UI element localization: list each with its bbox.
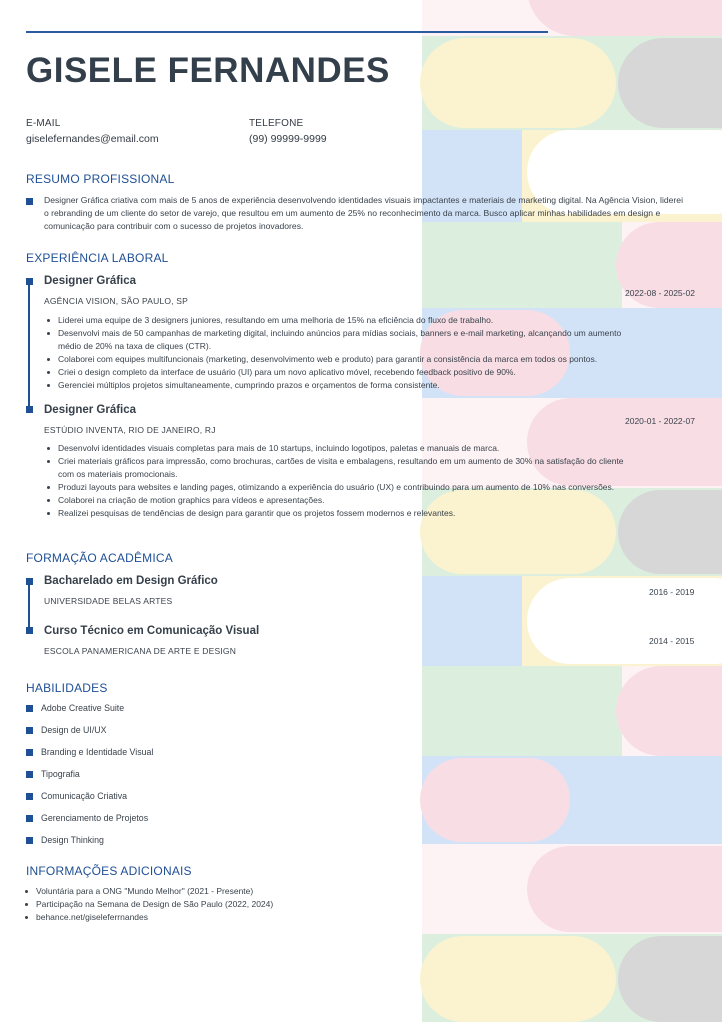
job-company: ESTÚDIO INVENTA, RIO DE JANEIRO, RJ	[44, 425, 216, 435]
job-marker	[26, 278, 33, 285]
additional-list	[22, 885, 382, 924]
list-item: Colaborei com equipes multifuncionais (marketing, desenvolvimento web e produto) para garantir a consistência da marca em todos os pontos.	[44, 353, 634, 366]
phone-label: TELEFONE	[249, 118, 304, 129]
degree-title: Curso Técnico em Comunicação Visual	[44, 625, 260, 637]
skill-marker	[26, 815, 33, 822]
list-item: Realizei pesquisas de tendências de design para garantir que os projetos fossem modernos e relevantes.	[44, 507, 634, 520]
job-company: AGÊNCIA VISION, SÃO PAULO, SP	[44, 296, 189, 306]
skill-item: Design de UI/UX	[41, 725, 107, 735]
skill-item: Adobe Creative Suite	[41, 703, 125, 713]
email-label: E-MAIL	[26, 118, 61, 129]
skill-item: Tipografia	[41, 769, 80, 779]
header-rule	[26, 31, 548, 33]
list-item: Produzi layouts para websites e landing pages, otimizando a experiência do usuário (UX) e contribuindo para um aumento de 10% nas conversões.	[44, 481, 634, 494]
job-title: Designer Gráfica	[44, 404, 137, 416]
job-marker	[26, 406, 33, 413]
additional-heading: INFORMAÇÕES ADICIONAIS	[26, 864, 192, 878]
school-name: UNIVERSIDADE BELAS ARTES	[44, 596, 173, 606]
experience-heading: EXPERIÊNCIA LABORAL	[26, 251, 169, 265]
list-item: Colaborei na criação de motion graphics para vídeos e apresentações.	[44, 494, 634, 507]
list-item: Criei o design completo da interface de usuário (UI) para um novo aplicativo móvel, recebendo feedback positivo de 90%.	[44, 366, 634, 379]
skill-item: Comunicação Criativa	[41, 791, 128, 801]
skill-item: Gerenciamento de Projetos	[41, 813, 149, 823]
degree-title: Bacharelado em Design Gráfico	[44, 575, 218, 587]
education-timeline	[28, 578, 30, 630]
job-bullets	[44, 314, 634, 392]
job-bullets	[44, 442, 634, 520]
list-item: Voluntária para a ONG "Mundo Melhor" (2021 - Presente)	[22, 885, 382, 898]
skill-marker	[26, 793, 33, 800]
skill-marker	[26, 749, 33, 756]
list-item: Desenvolvi identidades visuais completas para mais de 10 startups, incluindo logotipos, paletas e manuais de marca.	[44, 442, 634, 455]
list-item: Participação na Semana de Design de São Paulo (2022, 2024)	[22, 898, 382, 911]
list-item: Liderei uma equipe de 3 designers juniores, resultando em uma melhoria de 15% na eficiência do fluxo de trabalho.	[44, 314, 634, 327]
skill-marker	[26, 705, 33, 712]
skill-item: Design Thinking	[41, 835, 104, 845]
job-dates: 2020-01 - 2022-07	[625, 416, 695, 426]
email-value[interactable]: giselefernandes@email.com	[26, 133, 159, 145]
job-dates: 2022-08 - 2025-02	[625, 288, 695, 298]
summary-text: Designer Gráfica criativa com mais de 5 anos de experiência desenvolvendo identidades visuais impactantes e materiais de marketing digital. Na Agência Vision, liderei o rebranding de um cliente do setor de varejo, que resultou em um aumento de 25% no reconhecimento da marca. Busco aplicar minhas habilidades em design e comunicação para contribuir com o sucesso de projetos inovadores.	[44, 195, 683, 231]
candidate-name: GISELE FERNANDES	[26, 51, 390, 90]
skill-marker	[26, 837, 33, 844]
school-name: ESCOLA PANAMERICANA DE ARTE E DESIGN	[44, 646, 237, 656]
experience-timeline	[28, 278, 30, 413]
list-item[interactable]: behance.net/giseleferrnandes	[22, 911, 382, 924]
skill-marker	[26, 771, 33, 778]
list-item: Desenvolvi mais de 50 campanhas de marketing digital, incluindo anúncios para mídias sociais, banners e e-mail marketing, alcançando um aumento médio de 20% na taxa de cliques (CTR).	[44, 327, 634, 353]
list-item: Gerenciei múltiplos projetos simultaneamente, cumprindo prazos e orçamentos de forma consistente.	[44, 379, 634, 392]
job-title: Designer Gráfica	[44, 275, 137, 287]
skill-item: Branding e Identidade Visual	[41, 747, 154, 757]
list-item: Criei materiais gráficos para impressão, como brochuras, cartões de visita e embalagens, resultando em um aumento de 30% na satisfação do cliente com os materiais promocionais.	[44, 455, 634, 481]
summary-marker	[26, 198, 33, 205]
summary-heading: RESUMO PROFISSIONAL	[26, 172, 175, 186]
education-marker	[26, 627, 33, 634]
phone-value: (99) 99999-9999	[249, 133, 327, 145]
education-dates: 2016 - 2019	[649, 587, 695, 597]
skill-marker	[26, 727, 33, 734]
education-dates: 2014 - 2015	[649, 636, 695, 646]
education-marker	[26, 578, 33, 585]
skills-heading: HABILIDADES	[26, 681, 108, 695]
education-heading: FORMAÇÃO ACADÊMICA	[26, 551, 173, 565]
